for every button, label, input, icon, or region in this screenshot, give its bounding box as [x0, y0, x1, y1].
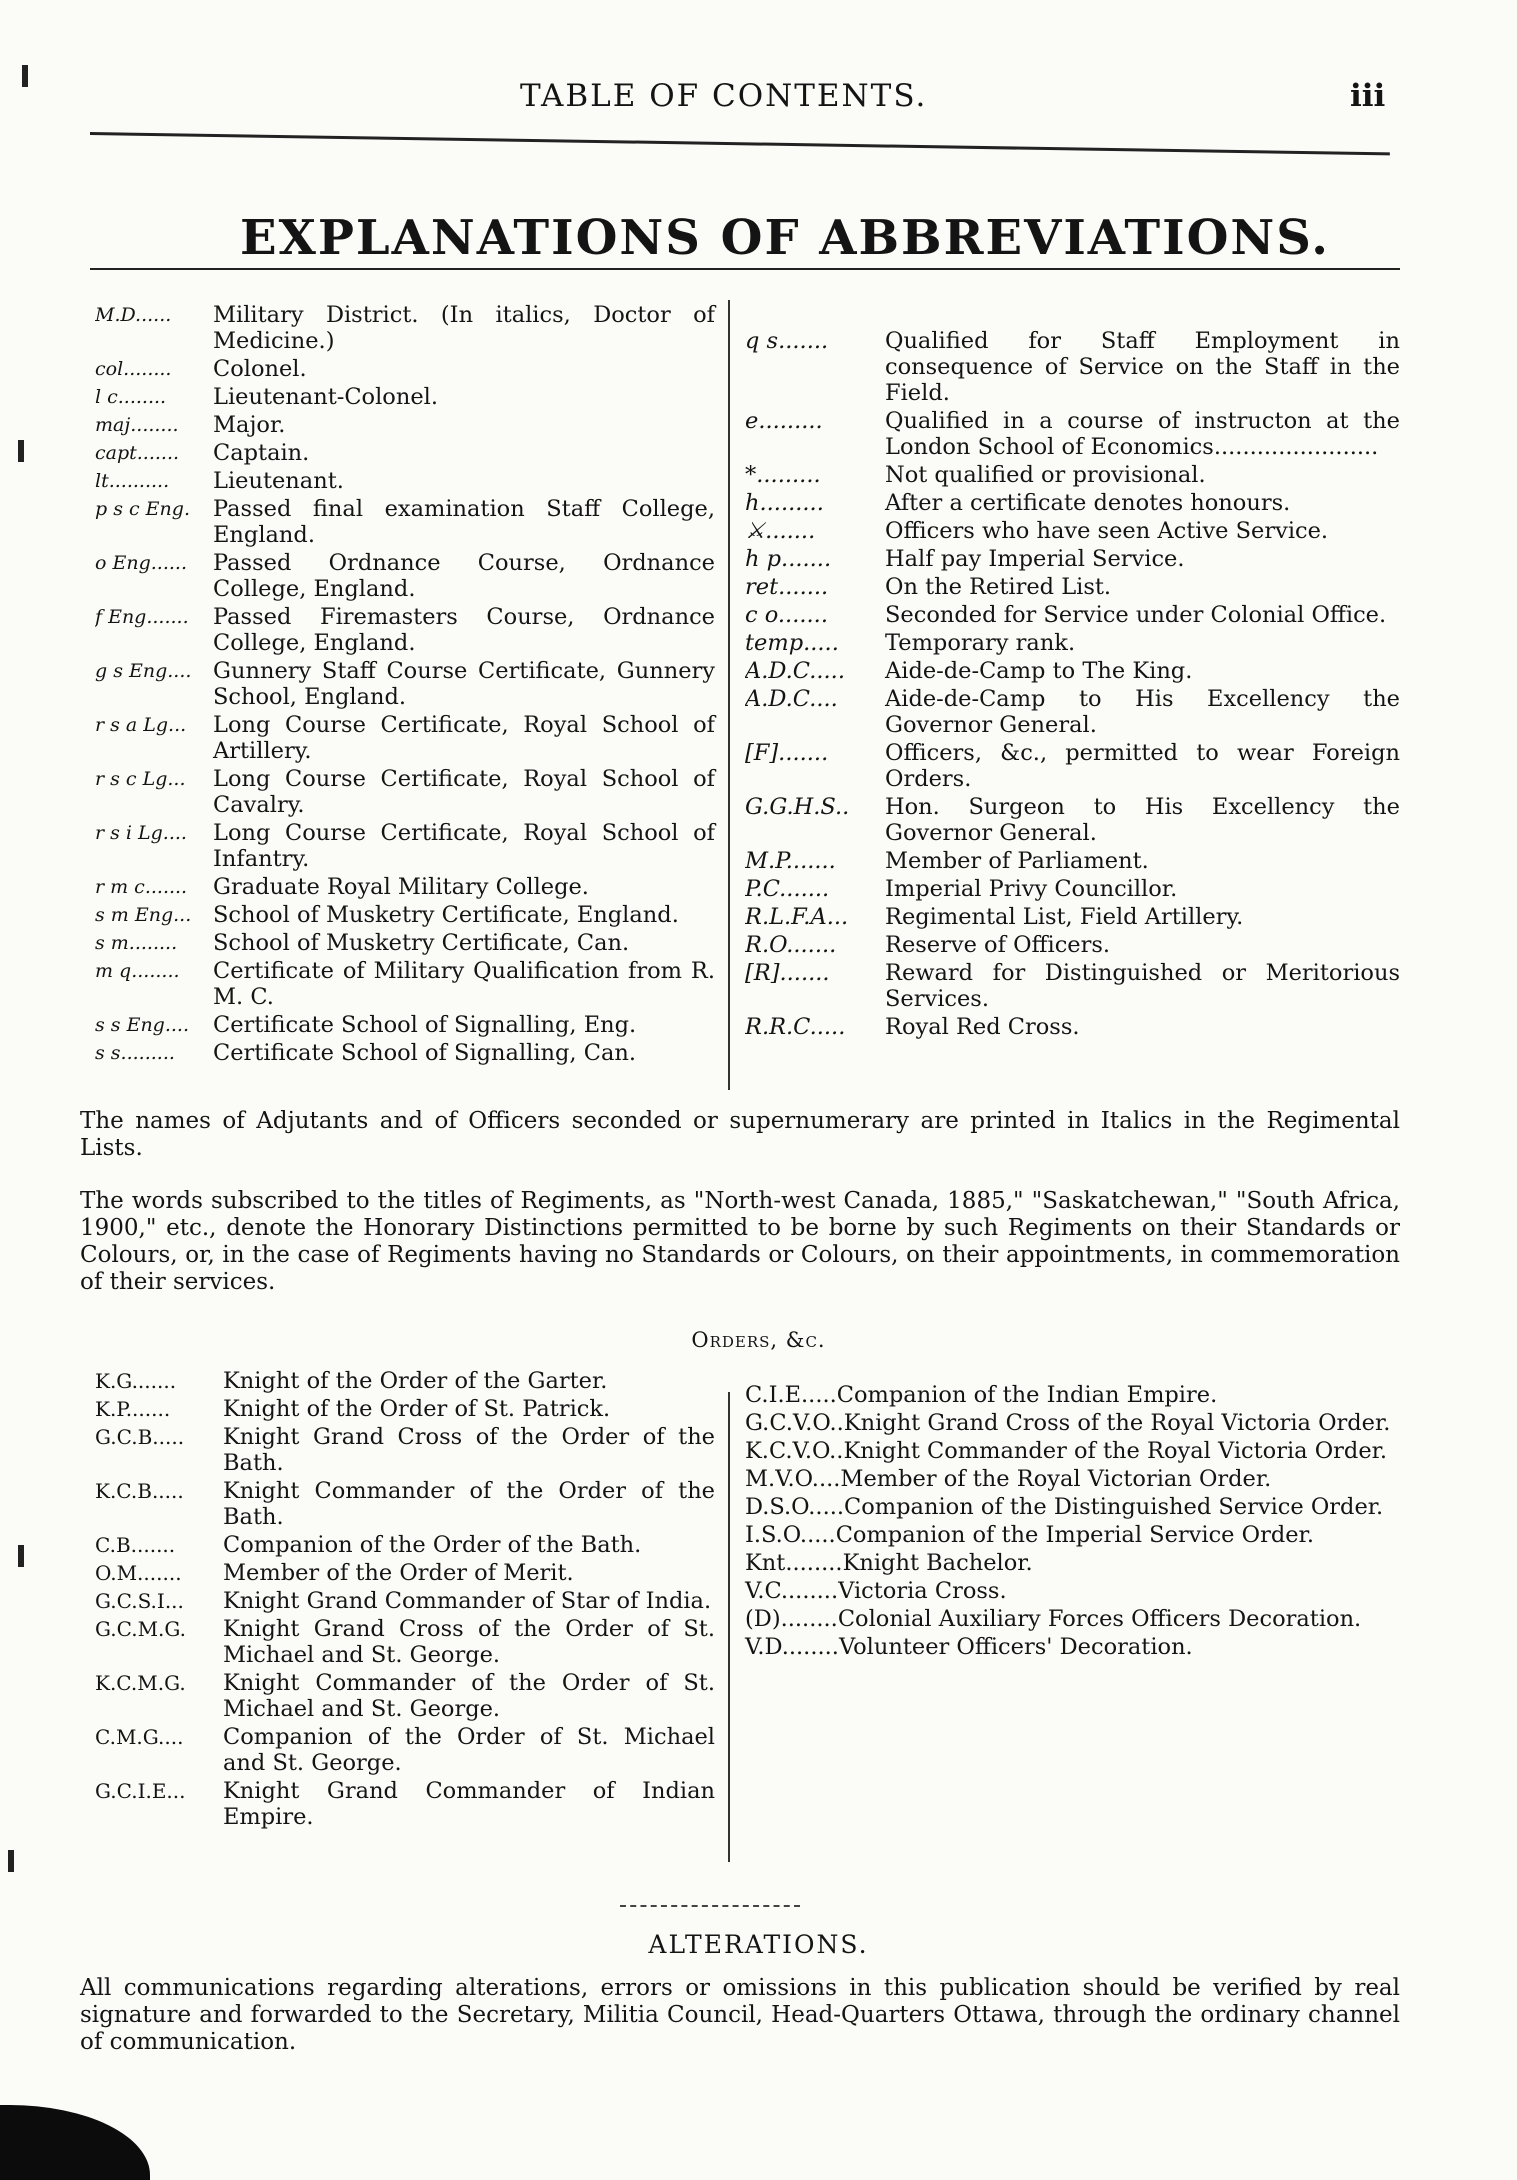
definition: Seconded for Service under Colonial Office.: [885, 602, 1387, 628]
abbreviation: f Eng.......: [95, 606, 189, 628]
definition: Captain.: [213, 440, 310, 466]
abbreviation: s s Eng....: [95, 1014, 190, 1036]
definition: Temporary rank.: [885, 630, 1076, 656]
abbreviation: V.C........: [745, 1578, 839, 1604]
abbreviation-entry: [745, 932, 1400, 958]
order-entry: [95, 1424, 715, 1476]
definition: Hon. Surgeon to His Excellency the Governor General.: [885, 794, 1400, 846]
definition: Companion of the Indian Empire.: [836, 1382, 1218, 1408]
abbreviation-entry: [95, 440, 715, 466]
abbreviation-entry: [745, 794, 1400, 846]
scan-corner-shadow: [0, 2105, 150, 2180]
page-header: [0, 78, 1517, 118]
definition: Lieutenant-Colonel.: [213, 384, 438, 410]
abbreviation-entry: [745, 518, 1400, 544]
definition: Knight Grand Commander of Star of India.: [223, 1588, 712, 1614]
abbreviation-entry: [745, 490, 1400, 516]
order-entry: [95, 1368, 715, 1394]
abbreviation-entry: [95, 604, 715, 656]
definition: Aide-de-Camp to His Excellency the Governor General.: [885, 686, 1400, 738]
abbreviation-entry: [95, 412, 715, 438]
abbreviation: R.O.......: [745, 932, 837, 958]
abbreviation: C.I.E.....: [745, 1382, 837, 1408]
abbreviations-right-column: [745, 328, 1400, 1042]
definition: Passed final examination Staff College, England.: [213, 496, 715, 548]
definition: Companion of the Imperial Service Order.: [835, 1522, 1314, 1548]
order-entry: [745, 1494, 1400, 1520]
definition: Military District. (In italics, Doctor of Medicine.): [213, 302, 715, 354]
order-entry: [745, 1466, 1400, 1492]
definition: Knight Commander of the Order of St. Michael and St. George.: [223, 1670, 715, 1722]
abbreviation-entry: [745, 686, 1400, 738]
definition: Royal Red Cross.: [885, 1014, 1080, 1040]
column-divider: [728, 300, 730, 1090]
definition: Colonel.: [213, 356, 307, 382]
honorary-distinctions-paragraph: The words subscribed to the titles of Regiments, as "North-west Canada, 1885," "Saskatchewan," "South Africa, 1900," etc., denote the Honorary Distinctions permitted to be borne by such Regiments on their Standards or Colours, or, in the case of Regiments having no Standards or Colours, on their appointments, in commemoration of their services.: [80, 1188, 1400, 1295]
abbreviation: O.M.......: [95, 1561, 182, 1585]
definition: Graduate Royal Military College.: [213, 874, 589, 900]
definition: Member of Parliament.: [885, 848, 1149, 874]
abbreviation: I.S.O.....: [745, 1522, 836, 1548]
definition: Long Course Certificate, Royal School of Artillery.: [213, 712, 715, 764]
abbreviation: r s c Lg...: [95, 768, 186, 790]
abbreviation-entry: [745, 602, 1400, 628]
abbreviation-entry: [745, 960, 1400, 1012]
abbreviation: G.C.M.G.: [95, 1617, 187, 1641]
order-entry: [745, 1550, 1400, 1576]
definition: Knight Grand Cross of the Royal Victoria Order.: [843, 1410, 1391, 1436]
definition: Certificate School of Signalling, Eng.: [213, 1012, 637, 1038]
abbreviation: h p.......: [745, 546, 832, 572]
abbreviation: M.D......: [95, 304, 172, 326]
abbreviation: q s.......: [745, 328, 829, 354]
abbreviation-entry: [95, 820, 715, 872]
abbreviation-entry: [95, 550, 715, 602]
definition: Passed Firemasters Course, Ordnance College, England.: [213, 604, 715, 656]
abbreviation-entry: [745, 462, 1400, 488]
alterations-heading: ALTERATIONS.: [648, 1930, 869, 1959]
abbreviation: R.L.F.A...: [745, 904, 849, 930]
scan-margin-mark: [18, 440, 24, 462]
abbreviation-entry: [95, 302, 715, 354]
definition: Knight Grand Cross of the Order of the Bath.: [223, 1424, 715, 1476]
page-title: EXPLANATIONS OF ABBREVIATIONS.: [240, 210, 1330, 266]
abbreviation: s m........: [95, 932, 178, 954]
abbreviation-entry: [745, 658, 1400, 684]
definition: Colonial Auxiliary Forces Officers Decoration.: [837, 1606, 1362, 1632]
abbreviation: G.C.B.....: [95, 1425, 185, 1449]
order-entry: [745, 1634, 1400, 1660]
order-entry: [95, 1478, 715, 1530]
definition: Victoria Cross.: [838, 1578, 1007, 1604]
header-rule: [90, 132, 1390, 155]
order-entry: [95, 1616, 715, 1668]
definition: Reserve of Officers.: [885, 932, 1111, 958]
abbreviation: g s Eng....: [95, 660, 192, 682]
definition: Companion of the Order of St. Michael and St. George.: [223, 1724, 715, 1776]
abbreviation: capt.......: [95, 442, 180, 464]
abbreviation: G.C.V.O..: [745, 1410, 844, 1436]
abbreviation-entry: [95, 384, 715, 410]
abbreviation-entry: [95, 712, 715, 764]
definition: Major.: [213, 412, 286, 438]
abbreviation: K.C.B.....: [95, 1479, 184, 1503]
order-entry: [745, 1606, 1400, 1632]
definition: Not qualified or provisional.: [885, 462, 1206, 488]
abbreviation-entry: [745, 876, 1400, 902]
abbreviation: e.........: [745, 408, 823, 434]
order-entry: [745, 1438, 1400, 1464]
abbreviation: maj........: [95, 414, 179, 436]
abbreviation: h.........: [745, 490, 824, 516]
definition: Qualified in a course of instructon at the London School of Economics.......................: [885, 408, 1400, 460]
abbreviation: P.C.......: [745, 876, 830, 902]
order-entry: [95, 1670, 715, 1722]
order-entry: [95, 1724, 715, 1776]
order-entry: [95, 1588, 715, 1614]
abbreviation: G.C.S.I...: [95, 1589, 184, 1613]
abbreviation: K.C.M.G.: [95, 1671, 186, 1695]
abbreviation-entry: [745, 740, 1400, 792]
orders-left-column: [95, 1368, 715, 1832]
order-entry: [95, 1560, 715, 1586]
definition: Officers, &c., permitted to wear Foreign Orders.: [885, 740, 1400, 792]
definition: Certificate School of Signalling, Can.: [213, 1040, 637, 1066]
definition: Regimental List, Field Artillery.: [885, 904, 1244, 930]
orders-right-column: [745, 1382, 1400, 1662]
definition: Knight Bachelor.: [842, 1550, 1033, 1576]
abbreviation-entry: [745, 408, 1400, 460]
scan-margin-mark: [8, 1850, 14, 1872]
abbreviation: *.........: [745, 462, 821, 488]
running-title: TABLE OF CONTENTS.: [520, 78, 928, 114]
abbreviation-entry: [745, 904, 1400, 930]
abbreviation: A.D.C....: [745, 686, 838, 712]
scan-margin-mark: [18, 1545, 24, 1567]
abbreviation-entry: [95, 1012, 715, 1038]
definition: School of Musketry Certificate, England.: [213, 902, 679, 928]
abbreviation: M.V.O....: [745, 1466, 841, 1492]
definition: Volunteer Officers' Decoration.: [838, 1634, 1193, 1660]
definition: Certificate of Military Qualification from R. M. C.: [213, 958, 715, 1010]
column-divider: [728, 1392, 730, 1862]
definition: Officers who have seen Active Service.: [885, 518, 1329, 544]
abbreviation: ret.......: [745, 574, 829, 600]
definition: Knight Grand Cross of the Order of St. Michael and St. George.: [223, 1616, 715, 1668]
abbreviation: K.C.V.O..: [745, 1438, 844, 1464]
orders-heading: Orders, &c.: [691, 1328, 826, 1352]
abbreviation-entry: [95, 902, 715, 928]
definition: Knight of the Order of the Garter.: [223, 1368, 608, 1394]
abbreviation: V.D........: [745, 1634, 839, 1660]
abbreviation-entry: [95, 468, 715, 494]
definition: After a certificate denotes honours.: [885, 490, 1291, 516]
definition: Knight Commander of the Royal Victoria Order.: [843, 1438, 1388, 1464]
definition: Long Course Certificate, Royal School of Cavalry.: [213, 766, 715, 818]
abbreviation: l c........: [95, 386, 167, 408]
alterations-paragraph: All communications regarding alterations, errors or omissions in this publication should be verified by real signature and forwarded to the Secretary, Militia Council, Head-Quarters Ottawa, through the ordinary channel of communication.: [80, 1975, 1400, 2055]
definition: Companion of the Order of the Bath.: [223, 1532, 642, 1558]
abbreviation: r m c.......: [95, 876, 188, 898]
definition: Companion of the Distinguished Service Order.: [844, 1494, 1384, 1520]
abbreviation: s m Eng...: [95, 904, 192, 926]
abbreviation-entry: [745, 546, 1400, 572]
definition: Long Course Certificate, Royal School of Infantry.: [213, 820, 715, 872]
abbreviation: col........: [95, 358, 172, 380]
abbreviation: M.P.......: [745, 848, 836, 874]
abbreviation-entry: [95, 930, 715, 956]
abbreviation: K.P.......: [95, 1397, 171, 1421]
abbreviation-entry: [95, 1040, 715, 1066]
order-entry: [745, 1522, 1400, 1548]
definition: On the Retired List.: [885, 574, 1112, 600]
page-number: iii: [1350, 78, 1386, 114]
section-separator: [620, 1905, 800, 1907]
abbreviation-entry: [95, 874, 715, 900]
abbreviation: r s a Lg...: [95, 714, 187, 736]
definition: Qualified for Staff Employment in consequence of Service on the Staff in the Field.: [885, 328, 1400, 406]
abbreviation-entry: [95, 766, 715, 818]
abbreviation: G.C.I.E...: [95, 1779, 186, 1803]
order-entry: [95, 1396, 715, 1422]
abbreviation: R.R.C.....: [745, 1014, 846, 1040]
definition: Gunnery Staff Course Certificate, Gunnery School, England.: [213, 658, 715, 710]
definition: Passed Ordnance Course, Ordnance College, England.: [213, 550, 715, 602]
abbreviation-entry: [745, 574, 1400, 600]
order-entry: [745, 1410, 1400, 1436]
abbreviation-entry: [95, 958, 715, 1010]
definition: Knight of the Order of St. Patrick.: [223, 1396, 611, 1422]
order-entry: [745, 1382, 1400, 1408]
definition: Half pay Imperial Service.: [885, 546, 1185, 572]
definition: Imperial Privy Councillor.: [885, 876, 1178, 902]
abbreviation: C.B.......: [95, 1533, 176, 1557]
abbreviation: Knt........: [745, 1550, 843, 1576]
abbreviation: D.S.O.....: [745, 1494, 845, 1520]
order-entry: [95, 1532, 715, 1558]
abbreviation: m q........: [95, 960, 180, 982]
abbreviation: (D)........: [745, 1606, 838, 1632]
abbreviation: o Eng......: [95, 552, 187, 574]
abbreviation: p s c Eng.: [95, 498, 190, 520]
definition: Lieutenant.: [213, 468, 344, 494]
abbreviation: C.M.G....: [95, 1725, 184, 1749]
abbreviation: s s.........: [95, 1042, 175, 1064]
definition: Knight Commander of the Order of the Bath.: [223, 1478, 715, 1530]
abbreviation: G.G.H.S..: [745, 794, 850, 820]
abbreviation-entry: [745, 848, 1400, 874]
order-entry: [745, 1578, 1400, 1604]
title-rule: [90, 268, 1400, 270]
abbreviation-entry: [95, 658, 715, 710]
abbreviation-entry: [95, 356, 715, 382]
abbreviation-entry: [95, 496, 715, 548]
abbreviation-entry: [745, 1014, 1400, 1040]
abbreviation: [R].......: [745, 960, 830, 986]
abbreviation: temp.....: [745, 630, 839, 656]
abbreviation-entry: [745, 328, 1400, 406]
order-entry: [95, 1778, 715, 1830]
definition: Member of the Royal Victorian Order.: [840, 1466, 1272, 1492]
definition: School of Musketry Certificate, Can.: [213, 930, 630, 956]
abbreviation: A.D.C.....: [745, 658, 845, 684]
abbreviation: r s i Lg....: [95, 822, 187, 844]
definition: Member of the Order of Merit.: [223, 1560, 574, 1586]
italics-note-paragraph: The names of Adjutants and of Officers seconded or supernumerary are printed in Italics in the Regimental Lists.: [80, 1108, 1400, 1161]
abbreviation: [F].......: [745, 740, 829, 766]
scan-margin-mark: [22, 65, 28, 87]
definition: Knight Grand Commander of Indian Empire.: [223, 1778, 715, 1830]
abbreviation: lt..........: [95, 470, 170, 492]
abbreviation: K.G.......: [95, 1369, 177, 1393]
definition: Aide-de-Camp to The King.: [885, 658, 1193, 684]
definition: Reward for Distinguished or Meritorious Services.: [885, 960, 1400, 1012]
abbreviations-left-column: [95, 302, 715, 1068]
crossed-swords-icon: ⚔.......: [745, 518, 816, 544]
abbreviation: c o.......: [745, 602, 828, 628]
abbreviation-entry: [745, 630, 1400, 656]
